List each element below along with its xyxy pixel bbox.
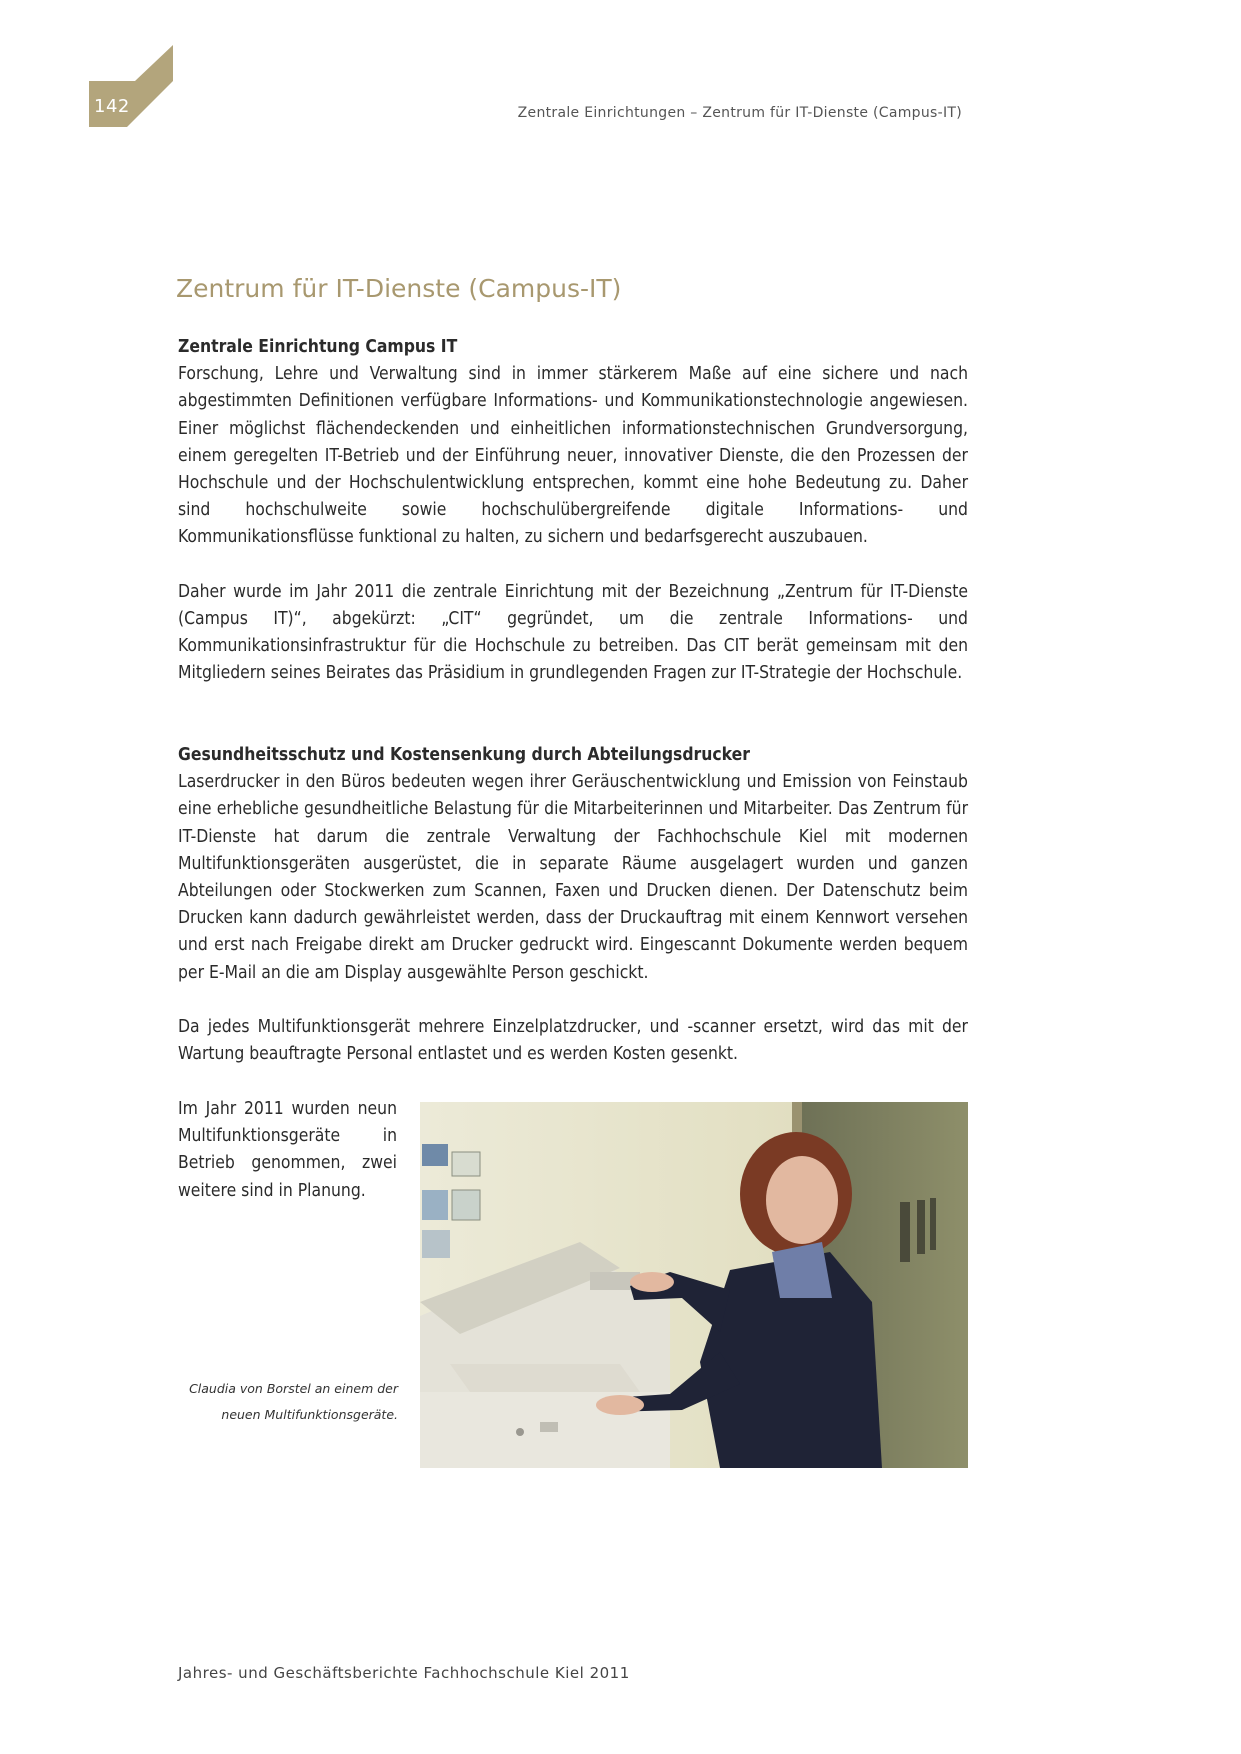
running-header: Zentrale Einrichtungen – Zentrum für IT-Dienste (Campus-IT) [517, 105, 962, 121]
footer-text: Jahres- und Geschäftsberichte Fachhochschule Kiel 2011 [178, 1664, 630, 1682]
section-heading: Zentrale Einrichtung Campus IT [178, 337, 458, 357]
paragraph: Laserdrucker in den Büros bedeuten wegen ihrer Geräuschentwicklung und Emission von Feinstaub eine erhebliche gesundheitliche Belastung für die Mitarbeiterinnen und Mitarbeiter. Das Zentrum für IT-Dienste hat darum die zentrale Verwaltung der Fachhochschule Kiel mit modernen Multifunktionsgeräten ausgerüstet, die in separate Räume ausgelagert wurden und ganzen Abteilungen oder Stockwerken zum Scannen, Faxen und Drucken dienen. Der Datenschutz beim Drucken kann dadurch gewährleistet werden, dass der Druckauftrag mit einem Kennwort versehen und erst nach Freigabe direkt am Drucker gedruckt wird. Eingescannt Dokumente werden bequem per E-Mail an die am Display ausgewählte Person geschickt. [178, 772, 968, 983]
paragraph: Daher wurde im Jahr 2011 die zentrale Einrichtung mit der Bezeichnung „Zentrum für IT-Dienste (Campus IT)“, abgekürzt: „CIT“ gegründet, um die zentrale Informations- und Kommunikationsinfrastruktur für die Hochschule zu betreiben. Das CIT berät gemeinsam mit den Mitgliedern seines Beirates das Präsidium in grundlegenden Fragen zur IT-Strategie der Hochschule. [178, 581, 968, 684]
photo-caption: Claudia von Borstel an einem der neuen Multifunktionsgeräte. [189, 1381, 398, 1422]
section-heading: Gesundheitsschutz und Kostensenkung durch Abteilungsdrucker [178, 745, 750, 765]
section-abteilungsdrucker [178, 742, 968, 1068]
side-text: Im Jahr 2011 wurden neun Multifunktionsgeräte in Betrieb genommen, zwei weitere sind in Planung. [178, 1099, 397, 1201]
paragraph: Forschung, Lehre und Verwaltung sind in immer stärkerem Maße auf eine sichere und nach abgestimmten Definitionen verfügbare Informations- und Kommunikationstechnologie angewiesen. Einer möglichst flächendeckenden und einheitlichen informationstechnischen Grundversorgung, einem geregelten IT-Betrieb und der Einführung neuer, innovativer Dienste, die den Prozessen der Hochschule und der Hochschulentwicklung entsprechen, kommt eine hohe Bedeutung zu. Daher sind hochschulweite sowie hochschulübergreifende digitale Informations- und Kommunikationsflüsse funktional zu halten, zu sichern und bedarfsgerecht auszubauen. [178, 364, 968, 548]
paragraph: Da jedes Multifunktionsgerät mehrere Einzelplatzdrucker, und -scanner ersetzt, wird das mit der Wartung beauftragte Personal entlastet und es werden Kosten gesenkt. [178, 1016, 968, 1065]
chapter-title: Zentrum für IT-Dienste (Campus-IT) [176, 274, 622, 303]
photo-woman-at-copier [420, 1102, 968, 1468]
section-campus-it [178, 334, 968, 687]
page-number: 142 [94, 96, 130, 117]
